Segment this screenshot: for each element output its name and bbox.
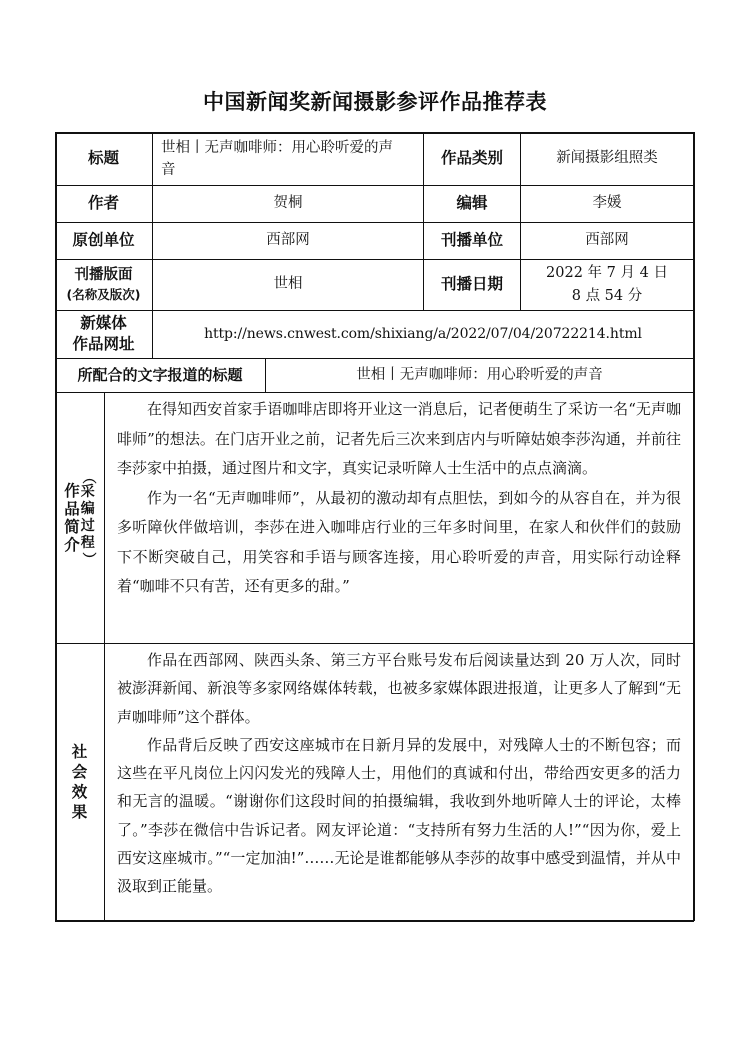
intro-label-paren-char: 编 bbox=[80, 500, 95, 517]
text-report-label: 所配合的文字报道的标题 bbox=[77, 365, 243, 384]
author-label: 作者 bbox=[87, 194, 119, 212]
headline-label: 标题 bbox=[87, 149, 119, 167]
editor-label: 编辑 bbox=[456, 194, 488, 212]
intro-label-paren-char: 程 bbox=[80, 534, 95, 551]
intro-label-main bbox=[64, 482, 80, 554]
intro-label-paren-char: 采 bbox=[80, 483, 95, 500]
origin-label: 原创单位 bbox=[72, 231, 135, 249]
publisher-label: 刊播单位 bbox=[440, 231, 503, 249]
intro-label-paren bbox=[81, 470, 95, 566]
publisher-value: 西部网 bbox=[585, 232, 629, 248]
intro-label-char: 作 bbox=[64, 481, 80, 500]
intro-paragraph: 作为一名“无声咖啡师”，从最初的激动却有点胆怯，到如今的从容自在，并为很多听障伙伴做培训，李莎在进入咖啡店行业的三年多时间里，在家人和伙伴们的鼓励下不断突破自己，用笑容和手语与顾客连接，用心聆听爱的声音，用实际行动诠释着“咖啡不只有苦，还有更多的甜。” bbox=[117, 488, 681, 595]
effect-label-char: 效 bbox=[71, 782, 88, 801]
intro-body bbox=[117, 395, 681, 602]
url-label-line2: 作品网址 bbox=[72, 335, 135, 353]
row-divider bbox=[55, 643, 694, 644]
document-title: 中国新闻奖新闻摄影参评作品推荐表 bbox=[203, 90, 547, 114]
date-value bbox=[521, 259, 693, 310]
effect-label-char: 会 bbox=[71, 762, 88, 781]
text-report-value: 世相丨无声咖啡师：用心聆听爱的声音 bbox=[356, 366, 603, 383]
date-label: 刊播日期 bbox=[440, 275, 503, 293]
url-label bbox=[55, 310, 152, 358]
date-value-line2: 8 点 54 分 bbox=[571, 287, 643, 304]
origin-value: 西部网 bbox=[266, 232, 310, 248]
category-value: 新闻摄影组照类 bbox=[556, 150, 658, 166]
headline-value bbox=[153, 132, 423, 185]
editor-value: 李媛 bbox=[592, 195, 622, 211]
table-border-bottom bbox=[55, 920, 694, 922]
section-value: 世相 bbox=[273, 276, 303, 292]
author-value: 贺桐 bbox=[273, 195, 303, 211]
effect-label-char: 社 bbox=[71, 742, 88, 761]
intro-label-char: 简 bbox=[64, 517, 80, 536]
section-label-line1: 刊播版面 bbox=[74, 267, 133, 283]
section-label bbox=[55, 259, 152, 310]
intro-label-char: 介 bbox=[64, 535, 80, 554]
intro-paragraph: 在得知西安首家手语咖啡店即将开业这一消息后，记者便萌生了采访一名“无声咖啡师”的想法。在门店开业之前，记者先后三次来到店内与听障姑娘李莎沟通，并前往李莎家中拍摄，通过图片和文字，真实记录听障人士生活中的点点滴滴。 bbox=[117, 400, 681, 477]
intro-label-paren-char: （ bbox=[79, 469, 96, 484]
table-border-right bbox=[693, 132, 695, 921]
category-label: 作品类别 bbox=[440, 149, 503, 167]
effect-body bbox=[117, 646, 681, 901]
col-divider bbox=[104, 392, 105, 920]
effect-label-char: 果 bbox=[71, 802, 88, 821]
intro-label-paren-char: 过 bbox=[80, 517, 95, 534]
url-value[interactable]: http://news.cnwest.com/shixiang/a/2022/07/04/20722214.html bbox=[204, 325, 642, 342]
intro-label-char: 品 bbox=[64, 499, 80, 518]
section-label-line2: (名称及版次) bbox=[66, 287, 141, 302]
effect-paragraph: 作品在西部网、陕西头条、第三方平台账号发布后阅读量达到 20 万人次，同时被澎湃新闻、新浪等多家网络媒体转载，也被多家媒体跟进报道，让更多人了解到“无声咖啡师”这个群体。 bbox=[117, 651, 681, 726]
date-value-line1: 2022 年 7 月 4 日 bbox=[546, 264, 668, 281]
url-label-line1: 新媒体 bbox=[80, 314, 127, 332]
headline-text: 世相丨无声咖啡师：用心聆听爱的声音 bbox=[161, 139, 393, 178]
recommendation-table bbox=[55, 132, 694, 921]
intro-label-paren-char: ） bbox=[79, 551, 96, 566]
effect-label bbox=[55, 643, 104, 920]
row-divider bbox=[55, 392, 694, 393]
effect-paragraph: 作品背后反映了西安这座城市在日新月异的发展中，对残障人士的不断包容；而这些在平凡岗位上闪闪发光的残障人士，用他们的真诚和付出，带给西安更多的活力和无言的温暖。“谢谢你们这段时间的拍摄编辑，我收到外地听障人士的评论，太棒了。”李莎在微信中告诉记者。网友评论道：“支持所有努力生活的人!”“因为你，爱上西安这座城市。”“一定加油!”……无论是谁都能够从李莎的故事中感受到温情，并从中汲取到正能量。 bbox=[117, 735, 681, 896]
intro-label bbox=[55, 392, 104, 643]
